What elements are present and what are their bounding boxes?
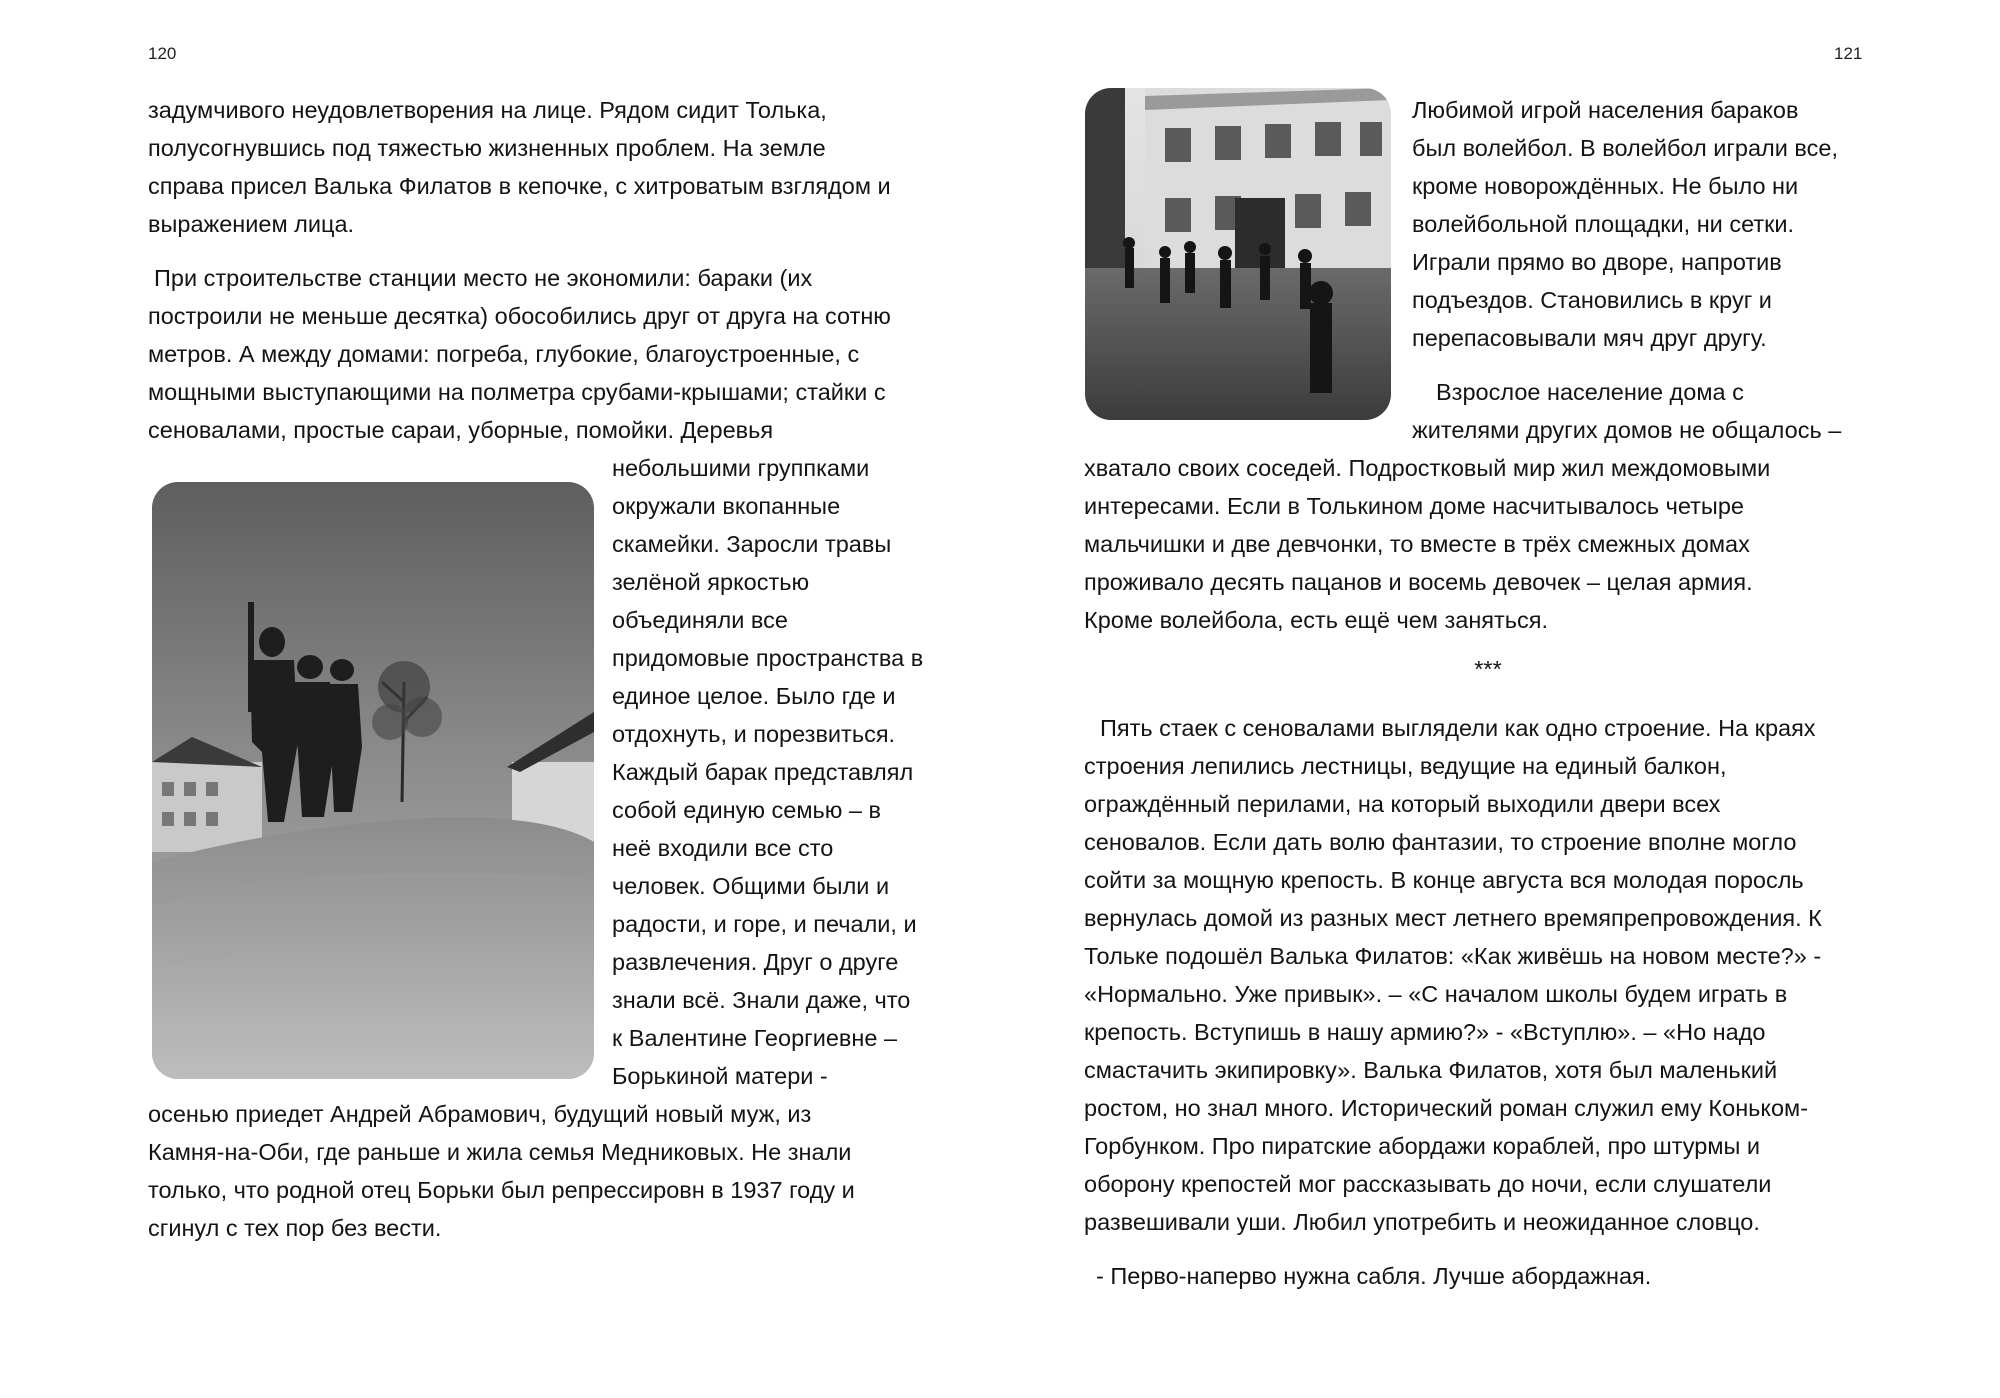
text-line: справа присел Валька Филатов в кепочке, с хитроватым взглядом и xyxy=(148,173,891,199)
text-line: небольшими группками xyxy=(612,455,870,481)
section-separator: *** xyxy=(1474,656,1502,682)
text-line: метров. А между домами: погреба, глубокие, благоустроенные, с xyxy=(148,341,860,367)
text-line: Кроме волейбола, есть ещё чем заняться. xyxy=(1084,607,1549,633)
text-line: Тольке подошёл Валька Филатов: «Как живёшь на новом месте?» - xyxy=(1084,943,1822,969)
text-line: подъездов. Становились в круг и xyxy=(1412,287,1772,313)
text-line: объединяли все xyxy=(612,607,788,633)
text-line: Борькиной матери - xyxy=(612,1063,828,1089)
text-line: сгинул с тех пор без вести. xyxy=(148,1215,442,1241)
text-line: собой единую семью – в xyxy=(612,797,881,823)
text-line: вернулась домой из разных мест летнего времяпрепровождения. К xyxy=(1084,905,1822,931)
text-line: окружали вкопанные xyxy=(612,493,841,519)
text-line: сойти за мощную крепость. В конце августа вся молодая поросль xyxy=(1084,867,1804,893)
text-line: задумчивого неудовлетворения на лице. Рядом сидит Толька, xyxy=(148,97,827,123)
text-line: неё входили все сто xyxy=(612,835,834,861)
text-line: отдохнуть, и порезвиться. xyxy=(612,721,896,747)
text-line: перепасовывали мяч друг другу. xyxy=(1412,325,1767,351)
text-line: Камня-на-Оби, где раньше и жила семья Медниковых. Не знали xyxy=(148,1139,852,1165)
page-number-right: 121 xyxy=(1834,44,1863,63)
text-line: хватало своих соседей. Подростковый мир жил междомовыми xyxy=(1084,455,1771,481)
text-line: Пять стаек с сеновалами выглядели как одно строение. На краях xyxy=(1100,715,1816,741)
text-line: проживало десять пацанов и восемь девочек – целая армия. xyxy=(1084,569,1753,595)
text-line: сеновалов. Если дать волю фантазии, то строение вполне могло xyxy=(1084,829,1797,855)
text-line: Взрослое население дома с xyxy=(1436,379,1744,405)
text-line: мощными выступающими на полметра срубами-крышами; стайки с xyxy=(148,379,886,405)
text-line: строения лепились лестницы, ведущие на единый балкон, xyxy=(1084,753,1727,779)
text-line: придомовые пространства в xyxy=(612,645,924,671)
text-line: Горбунком. Про пиратские абордажи кораблей, про штурмы и xyxy=(1084,1133,1761,1159)
text-line: человек. Общими были и xyxy=(612,873,890,899)
page-number-left: 120 xyxy=(148,44,177,63)
text-line: зелёной яркостью xyxy=(612,569,810,595)
text-line: интересами. Если в Толькином доме насчитывалось четыре xyxy=(1084,493,1744,519)
text-line: скамейки. Заросли травы xyxy=(612,531,892,557)
text-line: развлечения. Друг о друге xyxy=(612,949,899,975)
text-line: крепость. Вступишь в нашу армию?» - «Вступлю». – «Но надо xyxy=(1084,1019,1766,1045)
text-line: Любимой игрой населения бараков xyxy=(1412,97,1799,123)
text-line: При строительстве станции место не экономили: бараки (их xyxy=(154,265,813,291)
text-line: Играли прямо во дворе, напротив xyxy=(1412,249,1782,275)
text-line: смастачить экипировку». Валька Филатов, хотя был маленький xyxy=(1084,1057,1778,1083)
text-line: к Валентине Георгиевне – xyxy=(612,1025,898,1051)
text-line: полусогнувшись под тяжестью жизненных проблем. На земле xyxy=(148,135,826,161)
photo-volleyball-yard xyxy=(1085,88,1391,420)
text-line: только, что родной отец Борьки был репрессировн в 1937 году и xyxy=(148,1177,855,1203)
text-line: единое целое. Было где и xyxy=(612,683,896,709)
photo-boys-on-hill xyxy=(152,482,594,1079)
text-line: радости, и горе, и печали, и xyxy=(612,911,917,937)
text-line: «Нормально. Уже привык». – «С началом школы будем играть в xyxy=(1084,981,1788,1007)
text-line: оборону крепостей мог рассказывать до ночи, если слушатели xyxy=(1084,1171,1772,1197)
text-line: сеновалами, простые сараи, уборные, помойки. Деревья xyxy=(148,417,774,443)
text-line: жителями других домов не общалось – xyxy=(1412,417,1842,443)
text-line: - Перво-наперво нужна сабля. Лучше абордажная. xyxy=(1096,1263,1652,1289)
text-line: был волейбол. В волейбол играли все, xyxy=(1412,135,1838,161)
text-line: осенью приедет Андрей Абрамович, будущий новый муж, из xyxy=(148,1101,812,1127)
text-line: ограждённый перилами, на который выходили двери всех xyxy=(1084,791,1721,817)
text-line: Каждый барак представлял xyxy=(612,759,914,785)
text-line: кроме новорождённых. Не было ни xyxy=(1412,173,1799,199)
text-line: ростом, но знал много. Исторический роман служил ему Коньком- xyxy=(1084,1095,1809,1121)
text-line: выражением лица. xyxy=(148,211,355,237)
text-line: волейбольной площадки, ни сетки. xyxy=(1412,211,1795,237)
text-line: мальчишки и две девчонки, то вместе в трёх смежных домах xyxy=(1084,531,1750,557)
text-line: знали всё. Знали даже, что xyxy=(612,987,911,1013)
text-line: построили не меньше десятка) обособились друг от друга на сотню xyxy=(148,303,891,329)
text-line: развешивали уши. Любил употребить и неожиданное словцо. xyxy=(1084,1209,1760,1235)
